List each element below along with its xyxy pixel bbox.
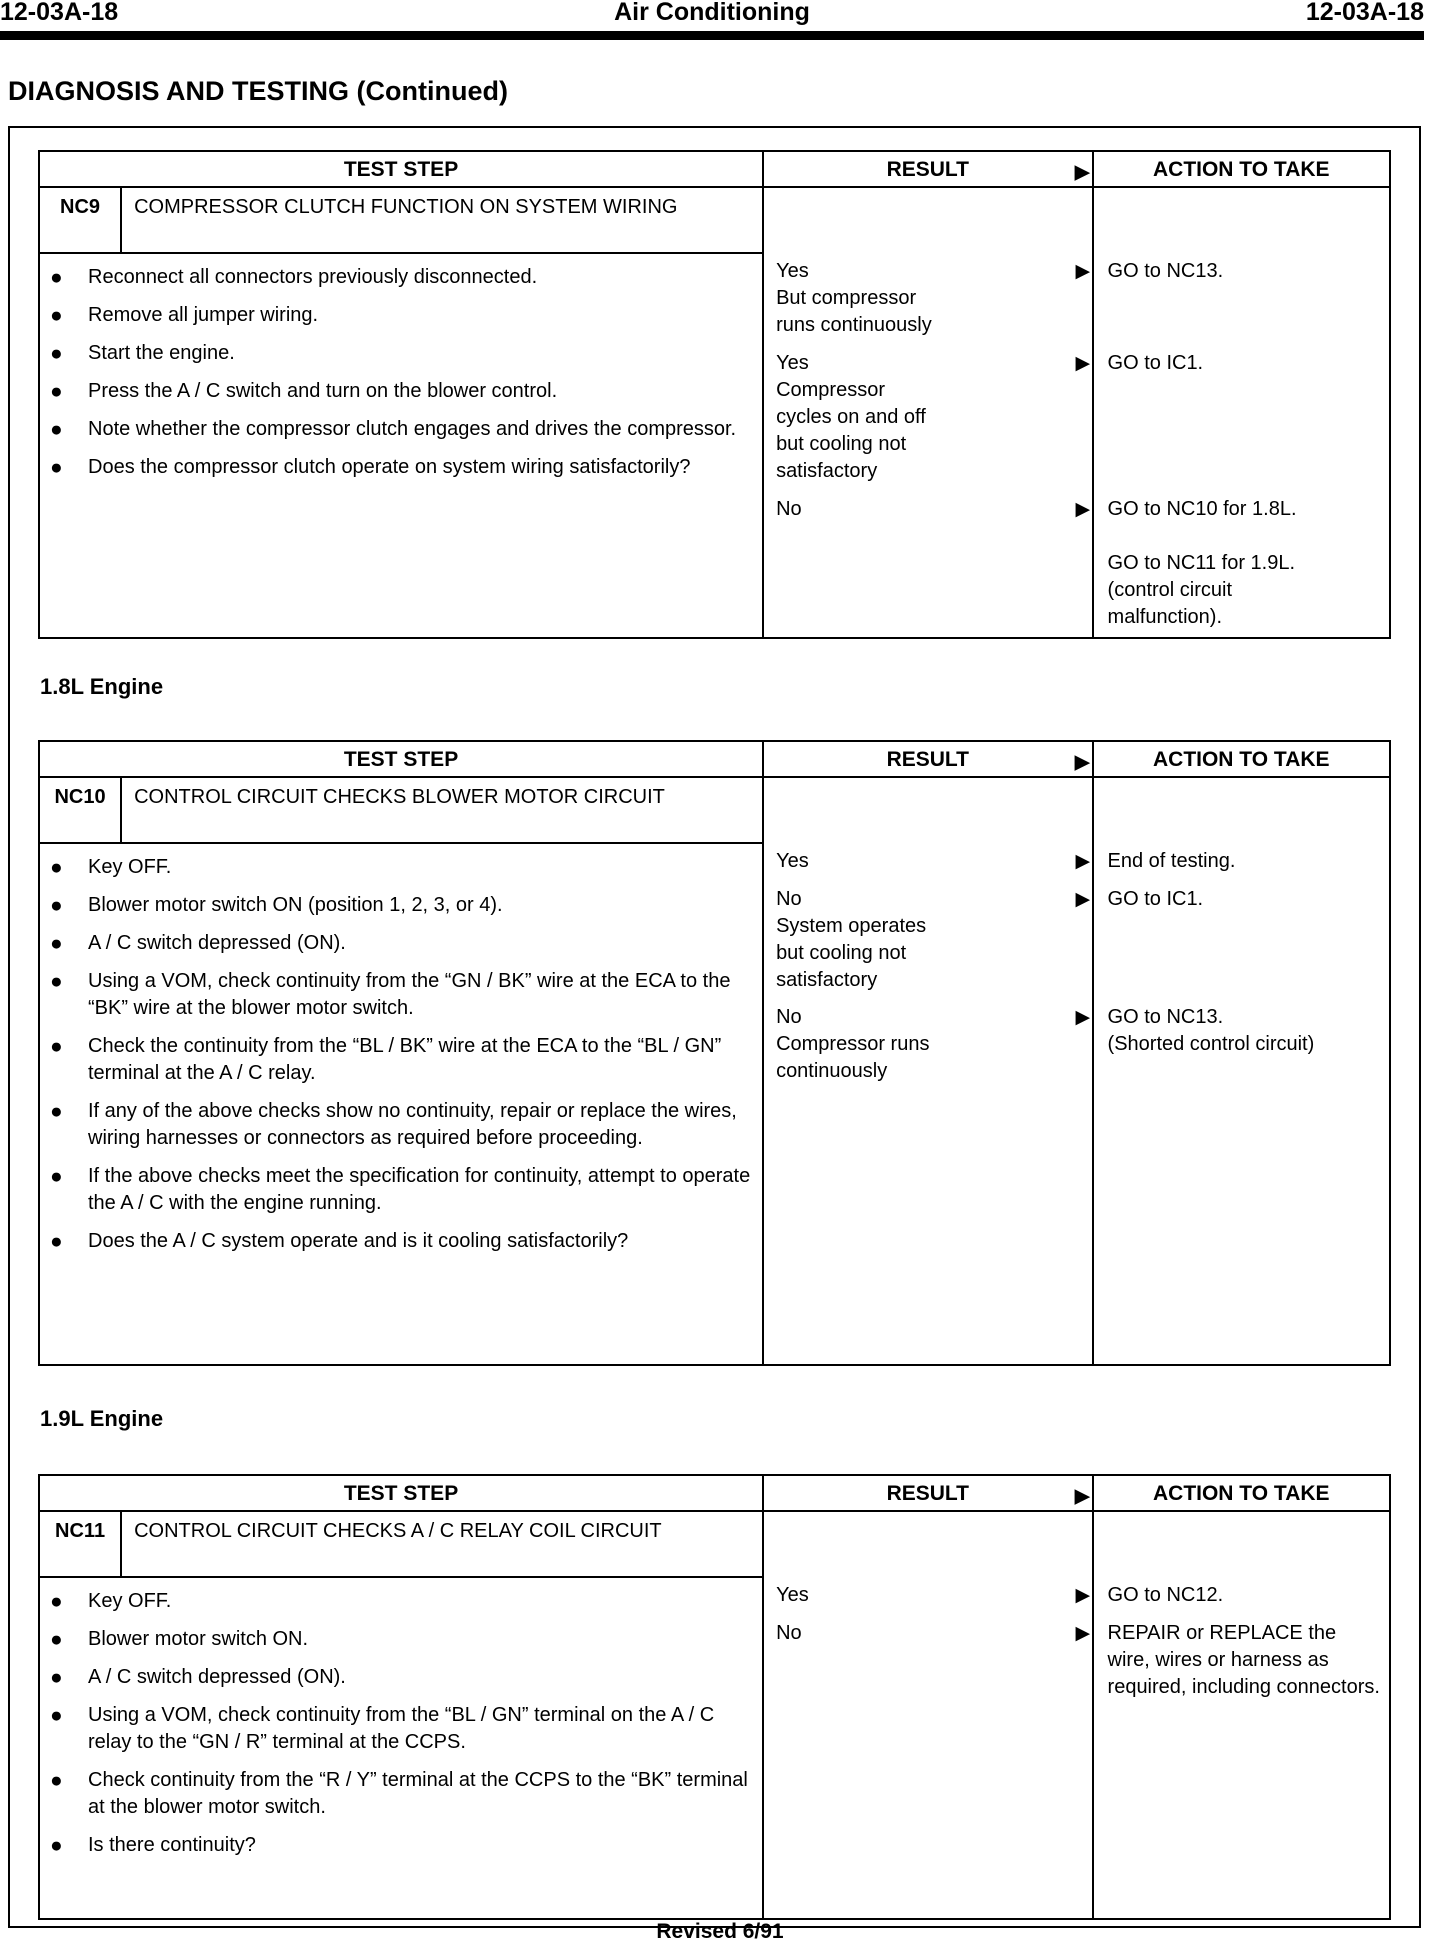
- list-item: [50, 454, 756, 481]
- step-list: [40, 1578, 762, 1859]
- list-item: [50, 378, 756, 405]
- result-text: Yes: [776, 1584, 809, 1606]
- action-item: GO to IC1.: [1107, 352, 1204, 374]
- step-text: A / C switch depressed (ON).: [88, 1666, 346, 1688]
- result-item: [776, 258, 1091, 339]
- bullet-icon: ●: [50, 932, 63, 955]
- test-table-nc11: [38, 1474, 1391, 1920]
- list-item: [50, 416, 756, 443]
- step-text: Using a VOM, check continuity from the “BL / GN” terminal on the A / C relay to the “GN / R” terminal at the CCPS.: [88, 1704, 715, 1753]
- bullet-icon: ●: [50, 894, 63, 917]
- col-header-result: [763, 151, 1092, 187]
- action-item: GO to NC10 for 1.8L.: [1107, 498, 1297, 520]
- result-text: No: [776, 498, 802, 520]
- result-cell: [763, 777, 1092, 1365]
- bullet-icon: ●: [50, 1704, 63, 1727]
- list-item: [50, 1626, 756, 1653]
- step-text: Blower motor switch ON (position 1, 2, 3, or 4).: [88, 894, 503, 916]
- bullet-icon: ●: [50, 380, 63, 403]
- list-item: [50, 340, 756, 367]
- list-item: [50, 302, 756, 329]
- action-item: GO to NC11 for 1.9L. (control circuit malfunction).: [1107, 552, 1296, 628]
- step-list-cell: [39, 843, 763, 1365]
- col-header-result-label: RESULT: [886, 747, 970, 771]
- list-item: [50, 930, 756, 957]
- result-item: [776, 886, 1091, 994]
- subsection-title: 1.9L Engine: [40, 1406, 164, 1431]
- arrow-icon: ▶: [1075, 1585, 1091, 1606]
- list-item: [50, 1033, 756, 1087]
- step-text: Check continuity from the “R / Y” terminal at the CCPS to the “BK” terminal at the blower motor switch.: [88, 1769, 748, 1818]
- bullet-icon: ●: [50, 1230, 63, 1253]
- step-id: NC11: [39, 1511, 121, 1577]
- bullet-icon: ●: [50, 266, 63, 289]
- bullet-icon: ●: [50, 1100, 63, 1123]
- header-rule: [0, 31, 1424, 40]
- page-number-right: 12-03A-18: [1305, 0, 1424, 26]
- bullet-icon: ●: [50, 1666, 63, 1689]
- step-id: NC9: [39, 187, 121, 253]
- arrow-icon: ▶: [1075, 1623, 1091, 1644]
- step-list-cell: [39, 253, 763, 638]
- col-header-result-label: RESULT: [886, 157, 970, 181]
- step-text: Using a VOM, check continuity from the “GN / BK” wire at the ECA to the “BK” wire at the blower motor switch.: [88, 970, 731, 1019]
- list-item: [50, 264, 756, 291]
- action-cell: [1093, 777, 1390, 1365]
- action-item: End of testing.: [1107, 850, 1236, 872]
- col-header-action: ACTION TO TAKE: [1093, 741, 1390, 777]
- result-item: [776, 1620, 1091, 1647]
- result-item: [776, 496, 1091, 523]
- step-text: Key OFF.: [88, 1590, 172, 1612]
- arrow-icon: ▶: [1075, 889, 1091, 910]
- step-text: Press the A / C switch and turn on the blower control.: [88, 380, 558, 402]
- action-item: GO to IC1.: [1107, 888, 1204, 910]
- result-text: Yes: [776, 850, 809, 872]
- step-title: CONTROL CIRCUIT CHECKS BLOWER MOTOR CIRCUIT: [121, 777, 763, 843]
- section-title: DIAGNOSIS AND TESTING (Continued): [8, 76, 508, 106]
- action-cell: [1093, 187, 1390, 638]
- step-text: Reconnect all connectors previously disconnected.: [88, 266, 538, 288]
- list-item: [50, 1664, 756, 1691]
- arrow-icon: ▶: [1075, 1007, 1091, 1028]
- result-text: No System operates but cooling not satisfactory: [776, 888, 927, 991]
- page-footer: Revised 6/91: [656, 1920, 784, 1943]
- col-header-result: [763, 741, 1092, 777]
- bullet-icon: ●: [50, 1165, 63, 1188]
- step-text: A / C switch depressed (ON).: [88, 932, 346, 954]
- col-header-result: [763, 1475, 1092, 1511]
- step-text: Is there continuity?: [88, 1834, 256, 1856]
- arrow-icon: ▶: [1075, 353, 1091, 374]
- list-item: [50, 1588, 756, 1615]
- action-item: REPAIR or REPLACE the wire, wires or harness as required, including connectors.: [1107, 1622, 1380, 1698]
- page-number-left: 12-03A-18: [0, 0, 119, 26]
- test-table-nc10: [38, 740, 1391, 1366]
- bullet-icon: ●: [50, 1834, 63, 1857]
- step-text: If the above checks meet the specification for continuity, attempt to operate the A / C with the engine running.: [88, 1165, 751, 1214]
- step-title: COMPRESSOR CLUTCH FUNCTION ON SYSTEM WIRING: [121, 187, 763, 253]
- action-cell: [1093, 1511, 1390, 1919]
- bullet-icon: ●: [50, 1769, 63, 1792]
- chapter-title: Air Conditioning: [614, 0, 810, 26]
- step-text: Key OFF.: [88, 856, 172, 878]
- list-item: [50, 968, 756, 1022]
- arrow-icon: ▶: [1074, 1486, 1090, 1507]
- step-text: Does the compressor clutch operate on system wiring satisfactorily?: [88, 456, 691, 478]
- list-item: [50, 1163, 756, 1217]
- step-text: Check the continuity from the “BL / BK” wire at the ECA to the “BL / GN” terminal at the A / C relay.: [88, 1035, 722, 1084]
- col-header-test-step: TEST STEP: [39, 741, 763, 777]
- step-list-cell: [39, 1577, 763, 1919]
- arrow-icon: ▶: [1075, 261, 1091, 282]
- arrow-icon: ▶: [1074, 752, 1090, 773]
- step-id: NC10: [39, 777, 121, 843]
- list-item: [50, 854, 756, 881]
- list-item: [50, 1767, 756, 1821]
- result-text: No Compressor runs continuously: [776, 1006, 930, 1082]
- step-list: [40, 254, 762, 481]
- col-header-action: ACTION TO TAKE: [1093, 151, 1390, 187]
- page-header: [0, 0, 1440, 30]
- step-text: Blower motor switch ON.: [88, 1628, 309, 1650]
- list-item: [50, 1228, 756, 1255]
- result-item: [776, 848, 1091, 875]
- action-item: GO to NC13.: [1107, 260, 1224, 282]
- step-text: Remove all jumper wiring.: [88, 304, 319, 326]
- arrow-icon: ▶: [1074, 162, 1090, 183]
- step-text: Start the engine.: [88, 342, 235, 364]
- result-item: [776, 1004, 1091, 1085]
- bullet-icon: ●: [50, 970, 63, 993]
- list-item: [50, 1832, 756, 1859]
- step-text: Note whether the compressor clutch engages and drives the compressor.: [88, 418, 737, 440]
- col-header-action: ACTION TO TAKE: [1093, 1475, 1390, 1511]
- bullet-icon: ●: [50, 456, 63, 479]
- result-cell: [763, 1511, 1092, 1919]
- result-item: [776, 1582, 1091, 1609]
- bullet-icon: ●: [50, 856, 63, 879]
- list-item: [50, 1702, 756, 1756]
- bullet-icon: ●: [50, 1590, 63, 1613]
- col-header-test-step: TEST STEP: [39, 151, 763, 187]
- result-item: [776, 350, 1091, 485]
- bullet-icon: ●: [50, 418, 63, 441]
- test-table-nc9: [38, 150, 1391, 639]
- col-header-result-label: RESULT: [886, 1481, 970, 1505]
- result-text: No: [776, 1622, 802, 1644]
- list-item: [50, 1098, 756, 1152]
- col-header-test-step: TEST STEP: [39, 1475, 763, 1511]
- result-cell: [763, 187, 1092, 638]
- arrow-icon: ▶: [1075, 851, 1091, 872]
- bullet-icon: ●: [50, 1628, 63, 1651]
- step-title: CONTROL CIRCUIT CHECKS A / C RELAY COIL CIRCUIT: [121, 1511, 763, 1577]
- result-text: Yes But compressor runs continuously: [776, 260, 932, 336]
- arrow-icon: ▶: [1075, 499, 1091, 520]
- step-text: If any of the above checks show no continuity, repair or replace the wires, wiring harnesses or connectors as required before proceeding.: [88, 1100, 737, 1149]
- list-item: [50, 892, 756, 919]
- step-text: Does the A / C system operate and is it cooling satisfactorily?: [88, 1230, 629, 1252]
- bullet-icon: ●: [50, 1035, 63, 1058]
- bullet-icon: ●: [50, 304, 63, 327]
- result-text: Yes Compressor cycles on and off but cooling not satisfactory: [776, 352, 926, 482]
- action-item: GO to NC13. (Shorted control circuit): [1107, 1006, 1315, 1055]
- step-list: [40, 844, 762, 1255]
- subsection-title: 1.8L Engine: [40, 674, 164, 699]
- bullet-icon: ●: [50, 342, 63, 365]
- action-item: GO to NC12.: [1107, 1584, 1224, 1606]
